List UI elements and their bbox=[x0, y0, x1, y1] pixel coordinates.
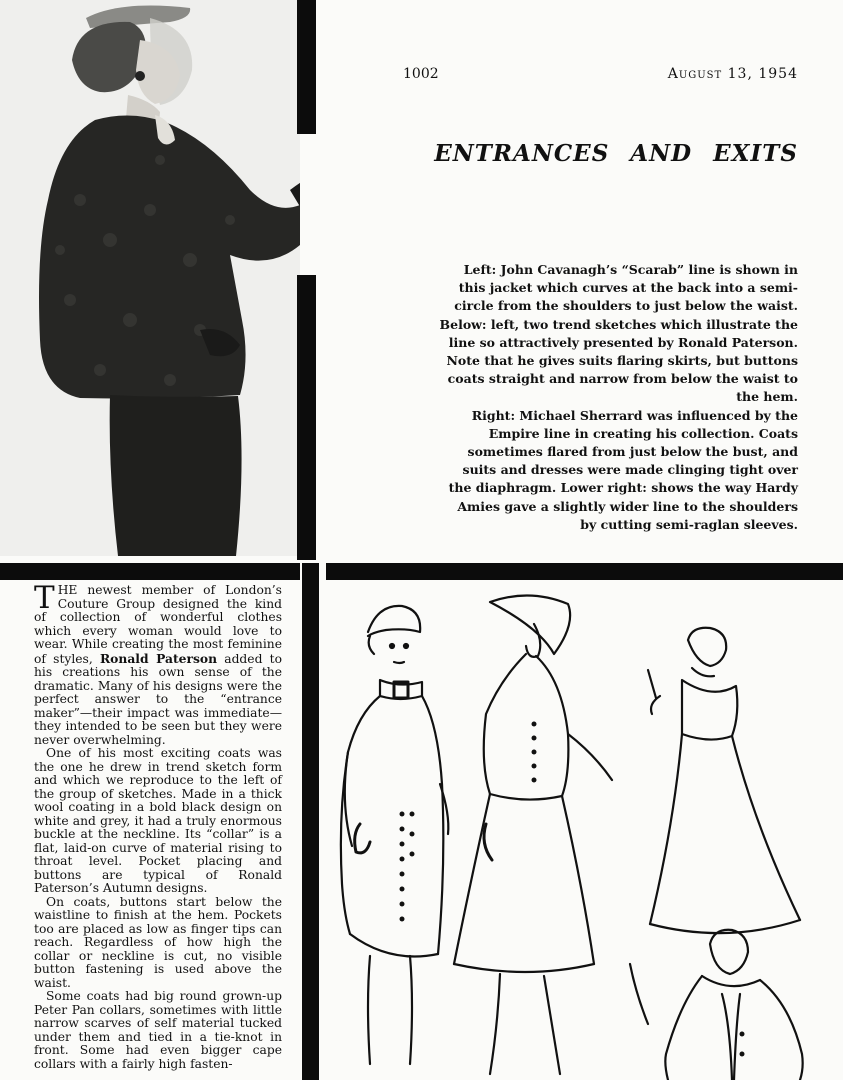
article-title: ENTRANCES AND EXITS bbox=[434, 140, 798, 167]
page-number: 1002 bbox=[403, 66, 439, 82]
sketch-buckle-coat bbox=[341, 606, 448, 1064]
vertical-rule-lower bbox=[302, 563, 319, 1080]
fashion-sketches bbox=[330, 584, 843, 1080]
paragraph-3: On coats, buttons start below the waistline to finish at the hem. Pockets too are placed as low as finger tips can reach. Regardless of how high the collar or neckline is cut, no visible button fastening is used above the waist. bbox=[34, 894, 282, 990]
drop-cap: T bbox=[34, 580, 55, 616]
paragraph-2: One of his most exciting coats was the one he drew in trend sketch form and which we reproduce to the left of the group of sketches. Made in a thick wool coating in a bold black design on white and grey, it had a truly enormous buckle at the neckline. Its “collar” is a flat, laid-on curve of material rising to throat level. Pocket placing and buttons are typical of Ronald Paterson’s Autumn designs. bbox=[34, 746, 282, 895]
fashion-photo bbox=[0, 0, 300, 556]
sketch-raglan-jacket bbox=[665, 930, 802, 1080]
paragraph-1-text-a: HE newest member of London’s Couture Group designed the kind of collection of wonderful clothes which every woman would love to wear. While creating the most feminine of styles, bbox=[34, 583, 282, 666]
sketch-empire-coat bbox=[630, 628, 800, 1024]
caption-below: Below: left, two trend sketches which illustrate the line so attractively presented by Ronald Paterson. Note that he gives suits flaring skirts, but buttons coats straight and narrow from below the waist to the hem. bbox=[439, 316, 798, 405]
caption-left: Left: John Cavanagh’s “Scarab” line is shown in this jacket which curves at the back into a semi-circle from the shoulders to just below the waist. bbox=[454, 262, 798, 314]
caption-right: Right: Michael Sherrard was influenced by the Empire line in creating his collection. Coats sometimes flared from just below the bust, and suits and dresses were made clinging tight over the diaphragm. Lower right: shows the way Hardy Amies gave a slightly wider line to the shoulders by cutting semi-raglan sleeves. bbox=[448, 407, 798, 532]
article-body bbox=[34, 580, 282, 1071]
paragraph-1 bbox=[34, 580, 282, 747]
vertical-rule-middle bbox=[297, 275, 316, 560]
paragraph-4: Some coats had big round grown-up Peter Pan collars, sometimes with little narrow scarves of self material tucked under them and tied in a tie-knot in front. Some had even bigger cape collars with a fairly high fasten- bbox=[34, 989, 282, 1071]
photo-caption bbox=[438, 261, 798, 534]
issue-date: August 13, 1954 bbox=[667, 66, 798, 82]
designer-name: Ronald Paterson bbox=[99, 650, 218, 666]
sketch-flared-suit bbox=[454, 595, 612, 1074]
horizontal-rule-right bbox=[326, 563, 843, 580]
horizontal-rule-left bbox=[0, 563, 300, 580]
paragraph-1-text-b: added to his creations his own sense of the dramatic. Many of his designs were the perfect answer to the “entrance maker”—their impact was immediate—they intended to be seen but they were never overwhelming. bbox=[34, 651, 282, 747]
vertical-rule-top bbox=[297, 0, 316, 134]
